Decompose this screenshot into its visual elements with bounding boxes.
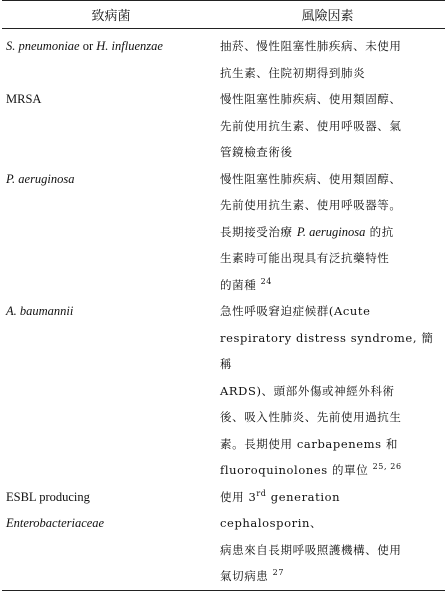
risk-text: fluoroquinolones 的單位: [220, 463, 369, 477]
risk-line: 後、吸入性肺炎、先前使用過抗生: [220, 410, 402, 424]
header-pathogen: 致病菌: [91, 9, 131, 24]
risk-line: 管鏡檢查術後: [220, 145, 293, 159]
pathogen-cell: [2, 166, 220, 299]
pathogen-cell: [2, 33, 220, 86]
risk-text: 的抗: [365, 224, 394, 239]
pathogen-name: MRSA: [6, 92, 42, 106]
table-row: [2, 484, 445, 590]
risk-line: 抗生素、住院初期得到肺炎: [220, 65, 366, 80]
risk-cell: [220, 33, 445, 86]
risk-line: 素。長期使用 carbapenems 和: [220, 436, 399, 451]
risk-line: 抽菸、慢性阻塞性肺疾病、未使用: [220, 39, 402, 53]
ordinal-suffix: rd: [256, 488, 267, 498]
risk-line: respiratory distress syndrome, 簡稱: [220, 330, 434, 371]
risk-text: generation cephalosporin、: [220, 489, 341, 530]
organism-name: P. aeruginosa: [296, 224, 366, 239]
header-risk-factors: 風險因素: [301, 9, 354, 24]
risk-cell: [220, 166, 445, 299]
risk-cell: [220, 484, 445, 590]
risk-line: 慢性阻塞性肺疾病、使用類固醇、: [220, 92, 402, 106]
risk-text: 長期接受治療: [220, 224, 297, 239]
risk-factor-table: [2, 0, 445, 591]
risk-text: 氣切病患: [220, 569, 269, 583]
risk-line: 病患來自長期呼吸照護機構、使用: [220, 542, 402, 557]
risk-line: [220, 272, 439, 299]
risk-text: 的菌種: [220, 277, 257, 292]
risk-line: 急性呼吸窘迫症候群(Acute: [220, 304, 371, 318]
table-row: [2, 29, 445, 86]
risk-line: 先前使用抗生素、使用呼吸器、氣: [220, 118, 402, 133]
risk-cell: [220, 298, 445, 484]
table-row: [2, 86, 445, 166]
risk-line: 生素時可能出現具有泛抗藥特性: [220, 251, 390, 265]
risk-line: 慢性阻塞性肺疾病、使用類固醇、: [220, 171, 402, 186]
table-header: [2, 1, 445, 29]
pathogen-name: Enterobacteriaceae: [6, 516, 105, 530]
risk-line: [220, 457, 439, 484]
risk-cell: [220, 86, 445, 166]
risk-line: 先前使用抗生素、使用呼吸器等。: [220, 198, 402, 212]
pathogen-cell: [2, 298, 220, 484]
pathogen-name: P. aeruginosa: [6, 171, 75, 186]
risk-text: 使用 3: [220, 489, 257, 504]
reference-number: 27: [272, 568, 285, 578]
reference-number: 24: [260, 276, 272, 286]
pathogen-name: A. baumannii: [6, 304, 74, 318]
risk-line: ARDS)、頭部外傷或神經外科術: [220, 383, 395, 398]
pathogen-name: ESBL producing: [6, 489, 90, 504]
table-row: [2, 298, 445, 484]
pathogen-connector: or: [79, 39, 97, 53]
pathogen-cell: [2, 484, 220, 590]
risk-line: [220, 484, 439, 537]
table-row: [2, 166, 445, 299]
pathogen-name: H. influenzae: [96, 39, 163, 53]
pathogen-cell: [2, 86, 220, 166]
pathogen-name: S. pneumoniae: [6, 39, 80, 53]
risk-line: [220, 563, 439, 590]
risk-line: [220, 219, 439, 246]
reference-number: 25, 26: [372, 462, 402, 472]
